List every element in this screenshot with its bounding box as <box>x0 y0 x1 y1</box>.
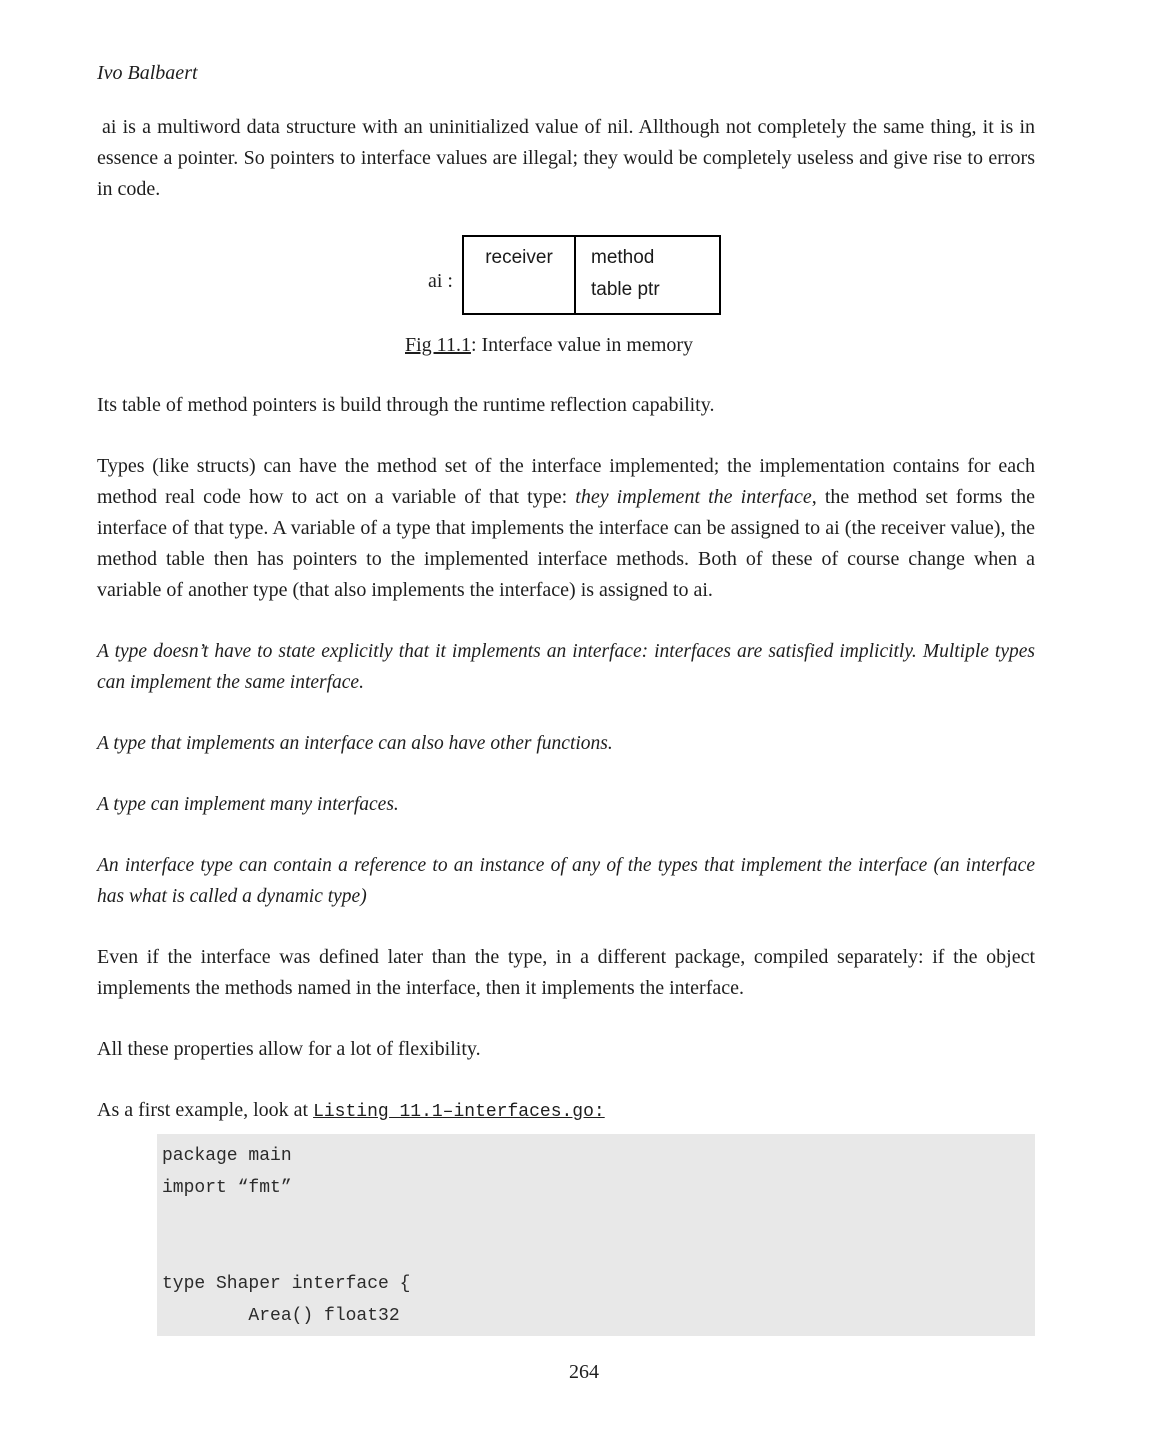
paragraph-method-table: Its table of method pointers is build through the runtime reflection capability. <box>97 394 715 416</box>
paragraph-types-italic: they implement the interface <box>575 486 812 508</box>
code-line <box>162 1236 1029 1268</box>
code-line <box>162 1204 1029 1236</box>
paragraph-types <box>97 451 1035 606</box>
note-many-interfaces: A type can implement many interfaces. <box>97 794 399 815</box>
note-other-functions: A type that implements an interface can also have other functions. <box>97 733 613 754</box>
author-name: Ivo Balbaert <box>97 62 198 84</box>
note-dynamic-type: An interface type can contain a reference to an instance of any of the types that implement the interface (an interface has what is called a dynamic type) <box>97 855 1035 907</box>
figure-cell-receiver <box>464 237 574 313</box>
example-intro-text: As a first example, look at <box>97 1099 314 1121</box>
paragraph-types-part1: Types (like structs) can have the method set of the interface implemented; the implementation contains for each method real code how to act on a variable of that type: <box>97 455 1035 508</box>
note-implicit-satisfaction: A type doesn’t have to state explicitly that it implements an interface: interfaces are satisfied implicitly. Multiple types can implement the same interface. <box>97 641 1035 693</box>
code-line: package main <box>162 1146 292 1166</box>
figure-interface-memory <box>97 235 1035 358</box>
paragraph-intro: ai is a multiword data structure with an uninitialized value of nil. Allthough not completely the same thing, it is in essence a pointer. So pointers to interface values are illegal; they would be completely useless and give rise to errors in code. <box>97 116 1035 200</box>
receiver-label: receiver <box>485 247 553 268</box>
code-listing <box>157 1134 1035 1336</box>
method-label: method <box>591 247 655 268</box>
paragraph-types-part2: , the method set forms the interface of that type. A variable of a type that implements the interface can be assigned to ai (the receiver value), the method table then has pointers to the implemented interface methods. Both of these of course change when a variable of another type (that also implements the interface) is assigned to ai. <box>97 486 1036 601</box>
figure-caption <box>405 332 1035 358</box>
page-footer <box>0 1361 1168 1384</box>
paragraph-example-intro <box>97 1095 1035 1128</box>
code-line: import “fmt” <box>162 1178 292 1198</box>
figure-cell-method-table <box>574 237 719 313</box>
listing-link[interactable]: Listing 11.1–interfaces.go: <box>313 1102 605 1122</box>
figure-box <box>462 235 721 315</box>
table-ptr-label: table ptr <box>591 279 660 300</box>
code-line: type Shaper interface { <box>162 1274 411 1294</box>
figure-variable-label: ai : <box>428 269 453 292</box>
figure-diagram <box>428 235 1035 315</box>
code-line: Area() float32 <box>162 1306 400 1326</box>
figure-caption-text: : Interface value in memory <box>470 334 694 356</box>
page-number: 264 <box>569 1361 599 1383</box>
figure-caption-link[interactable]: Fig 11.1 <box>405 334 471 356</box>
paragraph-flexibility: All these properties allow for a lot of flexibility. <box>97 1038 481 1060</box>
paragraph-even-if: Even if the interface was defined later than the type, in a different package, compiled separately: if the object implements the methods named in the interface, then it implements the interface. <box>97 946 1035 999</box>
